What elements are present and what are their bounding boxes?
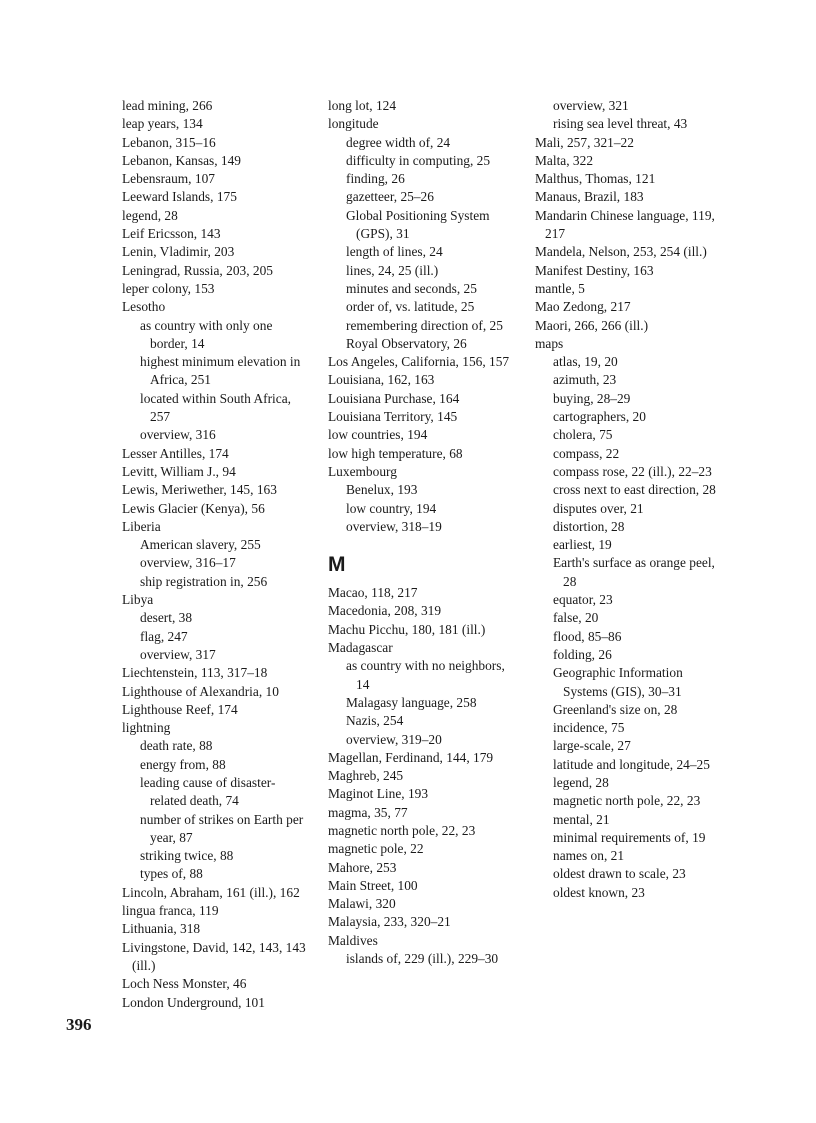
index-subentry: types of, 88 [140,866,203,882]
index-subentry: striking twice, 88 [140,848,234,864]
index-entry: Malawi, 320 [328,896,396,912]
index-entry: Leif Ericsson, 143 [122,226,221,242]
index-subentry: azimuth, 23 [553,372,617,388]
index-entry: Malta, 322 [535,152,594,168]
index-entry: Mao Zedong, 217 [535,299,631,315]
index-entry: lingua franca, 119 [122,903,219,919]
index-subentry: Benelux, 193 [346,482,418,498]
index-entry: Libya [122,592,154,608]
index-subentry: magnetic north pole, 22, 23 [553,793,701,809]
index-entry: Lesotho [122,299,166,315]
index-subentry: buying, 28–29 [553,390,631,406]
index-subentry: flood, 85–86 [553,628,622,644]
index-subentry: islands of, 229 (ill.), 229–30 [346,951,499,967]
index-entry: Malaysia, 233, 320–21 [328,914,451,930]
index-entry: Loch Ness Monster, 46 [122,976,247,992]
index-entry: Louisiana, 162, 163 [328,372,435,388]
index-entry: Lighthouse of Alexandria, 10 [122,683,279,699]
index-entry: Machu Picchu, 180, 181 (ill.) [328,621,486,637]
index-subentry: difficulty in computing, 25 [346,152,491,168]
index-subentry: cross next to east direction, 28 [553,482,716,498]
index-subentry: oldest known, 23 [553,884,645,900]
index-subentry: Nazis, 254 [346,713,404,729]
index-entry: Leningrad, Russia, 203, 205 [122,262,273,278]
index-entry: Lebensraum, 107 [122,171,215,187]
index-subentry: overview, 316–17 [140,555,236,571]
index-subentry: Royal Observatory, 26 [346,335,467,351]
index-entry: legend, 28 [122,207,178,223]
index-subentry: flag, 247 [140,628,188,644]
index-entry: Lenin, Vladimir, 203 [122,244,235,260]
index-subentry: length of lines, 24 [346,244,443,260]
index-entry: Manaus, Brazil, 183 [535,189,644,205]
index-entry: Mandarin Chinese language, 119, 217 [535,207,715,242]
index-entry: magnetic north pole, 22, 23 [328,822,476,838]
index-entry: longitude [328,116,379,132]
index-subentry: names on, 21 [553,848,625,864]
index-subentry: overview, 321 [553,98,629,113]
index-entry: Mali, 257, 321–22 [535,134,634,150]
index-subentry: overview, 317 [140,646,216,662]
index-subentry: rising sea level threat, 43 [553,116,688,132]
index-subentry: order of, vs. latitude, 25 [346,299,475,315]
index-subentry: located within South Africa, 257 [140,390,291,425]
index-subentry: as country with no neighbors, 14 [346,658,505,692]
index-subentry: earliest, 19 [553,537,612,553]
index-entry: low high temperature, 68 [328,445,463,461]
index-entry: Lithuania, 318 [122,921,201,937]
index-subentry: oldest drawn to scale, 23 [553,866,686,882]
index-subentry: Global Positioning System (GPS), 31 [346,207,490,242]
index-entry: Mahore, 253 [328,859,397,875]
index-entry: long lot, 124 [328,98,397,113]
index-entry: Louisiana Purchase, 164 [328,390,460,406]
index-subentry: Geographic Information Systems (GIS), 30–31 [553,665,683,699]
index-subentry: incidence, 75 [553,720,625,736]
index-subentry: false, 20 [553,610,599,626]
index-entry: Macao, 118, 217 [328,585,418,601]
index-subentry: energy from, 88 [140,756,226,772]
index-subentry: minimal requirements of, 19 [553,829,706,845]
index-entry: Maghreb, 245 [328,768,404,784]
index-entry: Macedonia, 208, 319 [328,603,442,619]
index-entry: Lesser Antilles, 174 [122,445,229,461]
index-entry: leap years, 134 [122,116,203,132]
index-subentry: compass rose, 22 (ill.), 22–23 [553,463,712,479]
index-subentry: equator, 23 [553,592,613,608]
index-subentry: overview, 319–20 [346,731,442,747]
index-entry: Liechtenstein, 113, 317–18 [122,665,268,681]
index-subentry: low country, 194 [346,500,437,516]
index-column-1 [122,97,307,1012]
index-entry: mantle, 5 [535,280,585,296]
index-entry: Lewis, Meriwether, 145, 163 [122,482,277,498]
index-entry: Maldives [328,932,378,948]
index-entry: Louisiana Territory, 145 [328,409,458,425]
index-entry: Main Street, 100 [328,877,418,893]
index-entry: magnetic pole, 22 [328,841,424,857]
page-number: 396 [66,1015,92,1034]
index-subentry: ship registration in, 256 [140,573,268,589]
index-subentry: distortion, 28 [553,518,625,534]
index-subentry: lines, 24, 25 (ill.) [346,262,439,278]
index-subentry: death rate, 88 [140,738,213,754]
index-entry: Lewis Glacier (Kenya), 56 [122,500,265,516]
index-entry: Levitt, William J., 94 [122,463,236,479]
index-entry: lead mining, 266 [122,98,213,113]
index-subentry: cartographers, 20 [553,409,646,425]
index-entry: Luxembourg [328,463,397,479]
index-entry: low countries, 194 [328,427,428,443]
index-entry: Lincoln, Abraham, 161 (ill.), 162 [122,884,300,900]
index-subentry: overview, 316 [140,427,216,443]
index-entry: maps [535,335,564,351]
index-subentry: overview, 318–19 [346,518,442,534]
index-entry: Magellan, Ferdinand, 144, 179 [328,749,494,765]
index-subentry: latitude and longitude, 24–25 [553,756,710,772]
index-entry: magma, 35, 77 [328,804,408,820]
index-subentry: minutes and seconds, 25 [346,280,477,296]
index-subentry: cholera, 75 [553,427,613,443]
index-subentry: compass, 22 [553,445,620,461]
index-subentry: number of strikes on Earth per year, 87 [140,811,304,845]
index-subentry: legend, 28 [553,774,609,790]
index-subentry: atlas, 19, 20 [553,354,618,370]
index-entry: Leeward Islands, 175 [122,189,237,205]
index-subentry: Earth's surface as orange peel, 28 [553,555,715,589]
index-subentry: as country with only one border, 14 [140,317,273,351]
index-subentry: degree width of, 24 [346,134,451,150]
index-subentry: gazetteer, 25–26 [346,189,434,205]
index-subentry: disputes over, 21 [553,500,644,516]
index-subentry: large-scale, 27 [553,738,631,754]
index-subentry: leading cause of disaster-related death, 74 [140,774,276,809]
index-entry: Livingstone, David, 142, 143, 143 (ill.) [122,939,306,973]
index-subentry: desert, 38 [140,610,193,626]
index-column-2 [328,97,518,968]
index-entry: Mandela, Nelson, 253, 254 (ill.) [535,244,707,260]
index-subentry: finding, 26 [346,171,405,187]
index-entry: leper colony, 153 [122,280,215,296]
index-column-3 [535,97,720,902]
index-subentry: folding, 26 [553,646,612,662]
index-entry: Maginot Line, 193 [328,786,429,802]
index-entry: Manifest Destiny, 163 [535,262,654,278]
index-subentry: remembering direction of, 25 [346,317,503,333]
index-entry: Liberia [122,518,161,534]
index-entry: lightning [122,720,171,736]
index-entry: Madagascar [328,640,393,656]
index-subentry: Malagasy language, 258 [346,694,477,710]
index-entry: Lebanon, 315–16 [122,134,216,150]
index-entry: Lighthouse Reef, 174 [122,701,238,717]
index-entry: Lebanon, Kansas, 149 [122,152,241,168]
index-entry: Los Angeles, California, 156, 157 [328,354,510,370]
index-subentry: highest minimum elevation in Africa, 251 [140,354,301,388]
index-subentry: mental, 21 [553,811,610,827]
index-subentry: American slavery, 255 [140,537,261,553]
section-letter: M [328,553,346,577]
index-entry: Maori, 266, 266 (ill.) [535,317,649,333]
index-entry: London Underground, 101 [122,994,265,1010]
index-entry: Malthus, Thomas, 121 [535,171,656,187]
index-subentry: Greenland's size on, 28 [553,701,678,717]
